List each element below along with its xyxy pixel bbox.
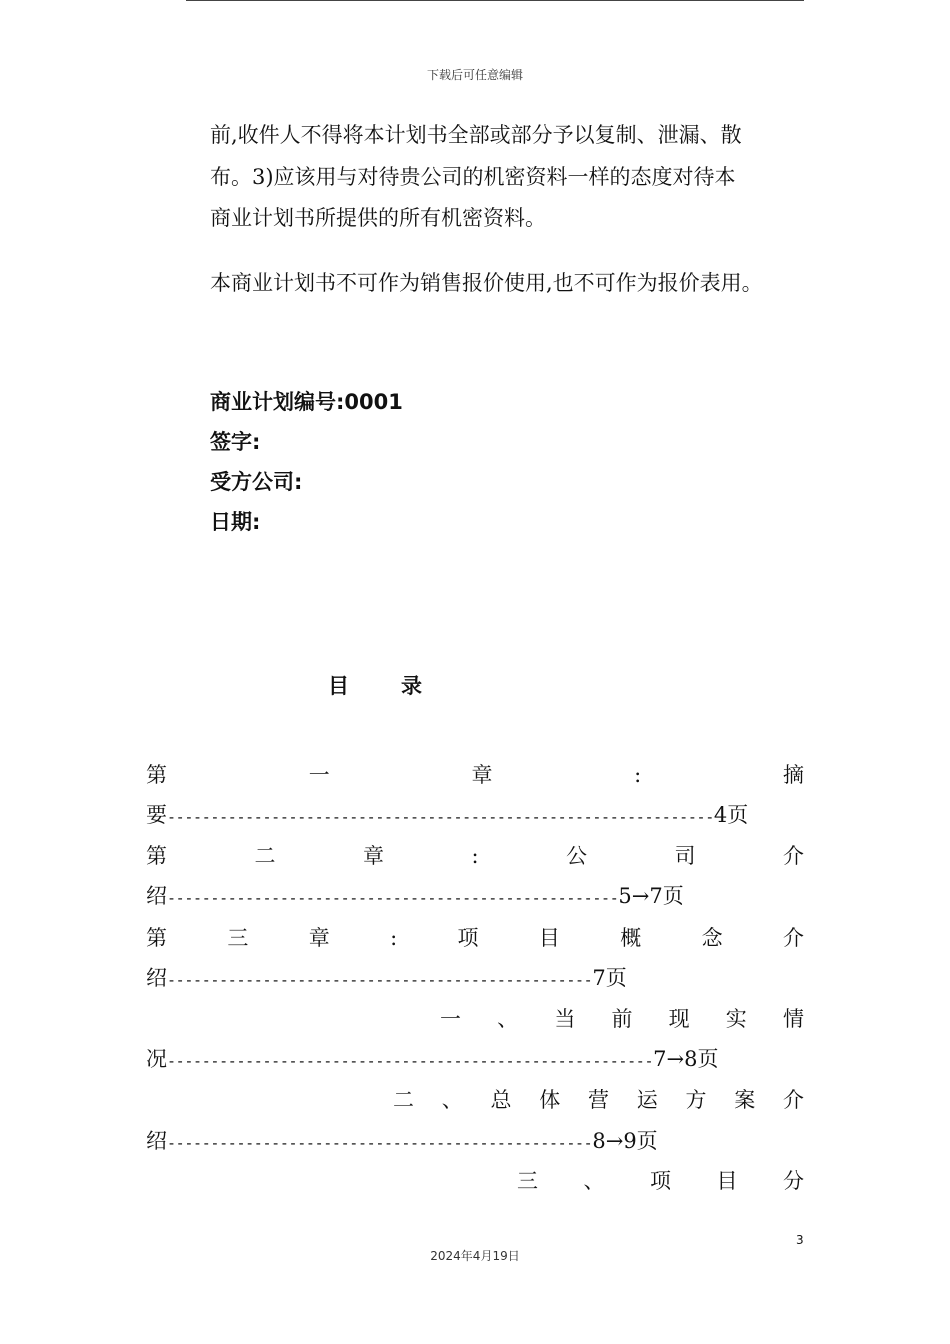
body-paragraph-line: 前,收件人不得将本计划书全部或部分予以复制、泄漏、散	[210, 123, 742, 147]
toc-heading-char: 目	[716, 1169, 738, 1193]
toc-heading-char: 情	[782, 1007, 804, 1031]
toc-heading-char: 实	[725, 1007, 747, 1031]
toc-heading-char: 第	[146, 926, 167, 950]
toc-dash-leader: ---------------------------------------------------------------	[167, 808, 714, 826]
toc-title-char: 目	[328, 674, 349, 698]
toc-heading-char: 当	[554, 1007, 576, 1031]
toc-heading-char: 目	[538, 926, 560, 950]
header-note: 下载后可任意编辑	[426, 68, 523, 82]
toc-entry-heading[interactable]	[393, 1085, 804, 1115]
date-field: 日期:	[210, 510, 261, 534]
toc-entry-heading[interactable]	[440, 1004, 804, 1034]
footer-date: 2024年4月19日	[430, 1249, 520, 1263]
top-rule	[186, 0, 804, 1]
toc-heading-tail: 绍	[146, 966, 167, 990]
toc-heading-char: 章	[362, 844, 384, 868]
toc-heading-char: :	[390, 926, 398, 950]
toc-heading-char: 摘	[782, 763, 804, 787]
toc-entry-heading[interactable]	[146, 841, 804, 871]
toc-heading-char: 方	[685, 1088, 707, 1112]
toc-entry-heading[interactable]	[146, 760, 804, 790]
recipient-company-field: 受方公司:	[210, 470, 303, 494]
toc-entry-leader[interactable]	[146, 963, 627, 993]
toc-heading-char: 介	[782, 926, 804, 950]
toc-dash-leader: --------------------------------------------------------	[167, 1052, 654, 1070]
toc-heading-char: 第	[146, 844, 167, 868]
toc-heading-char: 、	[497, 1007, 519, 1031]
toc-dash-leader: -------------------------------------------------	[167, 1134, 593, 1152]
toc-heading-char: 、	[441, 1088, 463, 1112]
toc-page-ref: 4页	[713, 803, 749, 827]
toc-heading-char: 二	[393, 1088, 414, 1112]
toc-entry-leader[interactable]	[146, 800, 748, 830]
toc-page-ref: 5→7页	[618, 884, 684, 908]
toc-heading-tail: 绍	[146, 884, 167, 908]
toc-heading-char: :	[634, 763, 642, 787]
toc-entry-heading[interactable]	[517, 1166, 804, 1196]
toc-heading-char: 项	[457, 926, 479, 950]
toc-heading-char: 体	[539, 1088, 561, 1112]
toc-heading-char: 第	[146, 763, 167, 787]
toc-heading-char: 营	[588, 1088, 609, 1112]
toc-heading-char: 二	[254, 844, 276, 868]
toc-heading-char: 一	[308, 763, 330, 787]
toc-heading-char: 概	[620, 926, 642, 950]
toc-heading-char: 前	[611, 1007, 633, 1031]
toc-heading-char: 介	[782, 844, 804, 868]
toc-heading-char: 公	[566, 844, 588, 868]
toc-heading-char: 司	[674, 844, 696, 868]
plan-number-field: 商业计划编号:0001	[210, 390, 403, 414]
toc-heading-char: :	[471, 844, 479, 868]
toc-page-ref: 8→9页	[592, 1129, 658, 1153]
toc-title	[300, 670, 450, 700]
toc-heading-char: 介	[783, 1088, 804, 1112]
toc-page-ref: 7页	[592, 966, 627, 990]
toc-heading-char: 总	[490, 1088, 512, 1112]
toc-heading-char: 三	[227, 926, 249, 950]
toc-entry-leader[interactable]	[146, 1126, 658, 1156]
toc-heading-char: 章	[471, 763, 493, 787]
toc-page-ref: 7→8页	[653, 1047, 719, 1071]
body-paragraph-line: 布。3)应该用与对待贵公司的机密资料一样的态度对待本	[210, 165, 736, 189]
toc-heading-char: 现	[668, 1007, 690, 1031]
toc-heading-char: 项	[650, 1169, 671, 1193]
body-paragraph-line: 商业计划书所提供的所有机密资料。	[210, 206, 546, 230]
signature-field: 签字:	[210, 430, 261, 454]
toc-heading-char: 念	[701, 926, 723, 950]
toc-entry-heading[interactable]	[146, 923, 804, 953]
toc-heading-tail: 况	[146, 1047, 167, 1071]
toc-dash-leader: -------------------------------------------------	[167, 971, 593, 989]
toc-title-char: 录	[401, 674, 422, 698]
toc-heading-char: 运	[636, 1088, 658, 1112]
toc-heading-char: 案	[734, 1088, 756, 1112]
body-paragraph-notice: 本商业计划书不可作为销售报价使用,也不可作为报价表用。	[210, 271, 763, 295]
toc-heading-char: 分	[783, 1169, 804, 1193]
toc-entry-leader[interactable]	[146, 881, 684, 911]
toc-dash-leader: ----------------------------------------------------	[167, 889, 619, 907]
toc-heading-char: 、	[583, 1169, 605, 1193]
toc-heading-char: 一	[440, 1007, 461, 1031]
toc-heading-char: 章	[308, 926, 330, 950]
toc-heading-char: 三	[517, 1169, 538, 1193]
page-number: 3	[796, 1233, 804, 1247]
toc-heading-tail: 绍	[146, 1129, 167, 1153]
toc-entry-leader[interactable]	[146, 1044, 718, 1074]
toc-heading-tail: 要	[146, 803, 167, 827]
